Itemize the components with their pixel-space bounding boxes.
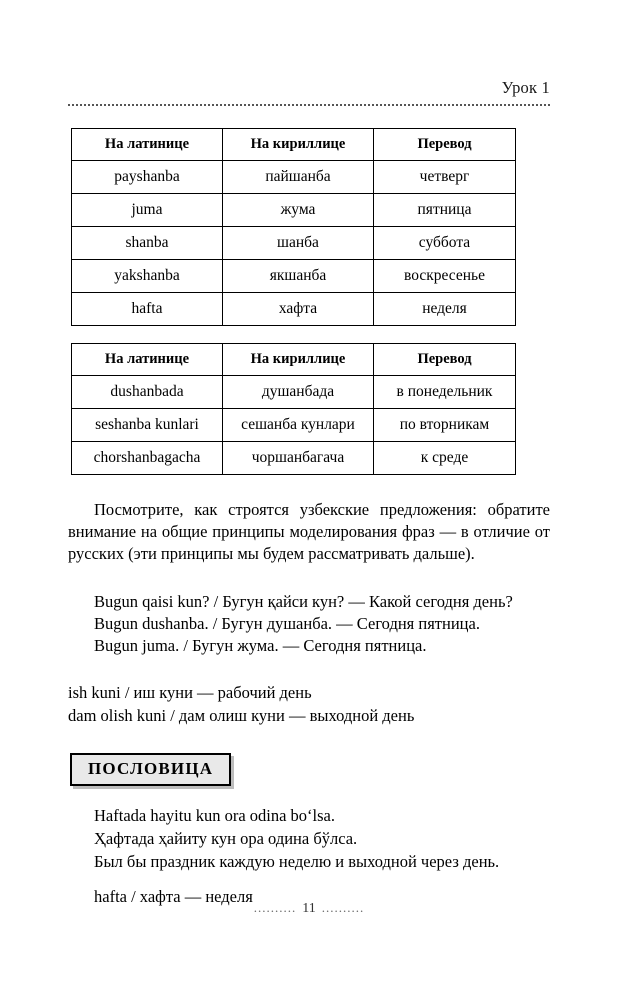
proverb-translation: Был бы праздник каждую неделю и выходной через день. — [94, 852, 500, 871]
cell-translation: по вторникам — [374, 409, 516, 442]
proverb-note: hafta / хафта — неделя — [94, 886, 253, 906]
footer-dots-right: .......... — [321, 900, 365, 915]
vocabulary-table-2 — [71, 343, 516, 475]
cell-latin: payshanba — [72, 161, 223, 194]
cell-latin: hafta — [72, 293, 223, 326]
cell-translation: в понедельник — [374, 376, 516, 409]
example-sentence: Bugun qaisi kun? / Бугун қайси кун? — Какой сегодня день? — [94, 591, 513, 611]
column-header-latin: На латинице — [72, 129, 223, 161]
proverb-badge: ПОСЛОВИЦА — [70, 753, 231, 786]
cell-translation: к среде — [374, 442, 516, 475]
table-row — [72, 442, 516, 475]
cell-translation: суббота — [374, 227, 516, 260]
header-divider — [68, 104, 550, 108]
proverb-block — [68, 805, 550, 908]
example-sentence: Bugun juma. / Бугун жума. — Сегодня пятница. — [94, 635, 427, 655]
table-header-row — [72, 129, 516, 161]
page-header-lesson: Урок 1 — [501, 78, 550, 97]
proverb-cyrillic: Ҳафтада ҳайиту кун ора одина бўлса. — [94, 829, 358, 849]
proverb-latin: Haftada hayitu kun ora odina bo‘lsa. — [94, 806, 336, 826]
cell-translation: воскресенье — [374, 260, 516, 293]
table-row — [72, 376, 516, 409]
intro-paragraph-block — [68, 499, 550, 565]
cell-cyrillic: чоршанбагача — [223, 442, 374, 475]
table-row — [72, 293, 516, 326]
cell-cyrillic: пайшанба — [223, 161, 374, 194]
cell-translation: четверг — [374, 161, 516, 194]
page-number: 11 — [302, 901, 316, 916]
table-row — [72, 409, 516, 442]
cell-latin: juma — [72, 194, 223, 227]
proverb-heading — [68, 753, 550, 787]
phrase-line: ish kuni / иш куни — рабочий день — [68, 682, 312, 702]
cell-latin: seshanba kunlari — [72, 409, 223, 442]
example-sentences — [68, 591, 550, 657]
cell-translation: неделя — [374, 293, 516, 326]
cell-cyrillic: хафта — [223, 293, 374, 326]
example-sentence: Bugun dushanba. / Бугун душанба. — Сегодня пятница. — [94, 613, 480, 633]
page-footer — [0, 900, 618, 917]
cell-cyrillic: шанба — [223, 227, 374, 260]
phrase-list — [68, 681, 550, 728]
cell-cyrillic: жума — [223, 194, 374, 227]
column-header-latin: На латинице — [72, 344, 223, 376]
table-row — [72, 194, 516, 227]
cell-latin: chorshanbagacha — [72, 442, 223, 475]
cell-latin: shanba — [72, 227, 223, 260]
table-row — [72, 161, 516, 194]
table-row — [72, 227, 516, 260]
column-header-cyrillic: На кириллице — [223, 129, 374, 161]
vocabulary-table-1 — [71, 128, 516, 326]
table-row — [72, 260, 516, 293]
table-header-row — [72, 344, 516, 376]
intro-paragraph: Посмотрите, как строятся узбекские предложения: обратите внимание на общие принципы моделирования фраз — в отличие от русских (эти принципы мы будем рассматривать дальше). — [68, 500, 550, 563]
cell-cyrillic: сешанба кунлари — [223, 409, 374, 442]
table-spacer — [68, 326, 550, 343]
cell-latin: yakshanba — [72, 260, 223, 293]
footer-dots-left: .......... — [253, 900, 297, 915]
column-header-cyrillic: На кириллице — [223, 344, 374, 376]
cell-cyrillic: душанбада — [223, 376, 374, 409]
column-header-translation: Перевод — [374, 344, 516, 376]
phrase-line: dam olish kuni / дам олиш куни — выходной день — [68, 706, 415, 726]
cell-latin: dushanbada — [72, 376, 223, 409]
cell-cyrillic: якшанба — [223, 260, 374, 293]
column-header-translation: Перевод — [374, 129, 516, 161]
cell-translation: пятница — [374, 194, 516, 227]
page-content — [68, 128, 550, 909]
